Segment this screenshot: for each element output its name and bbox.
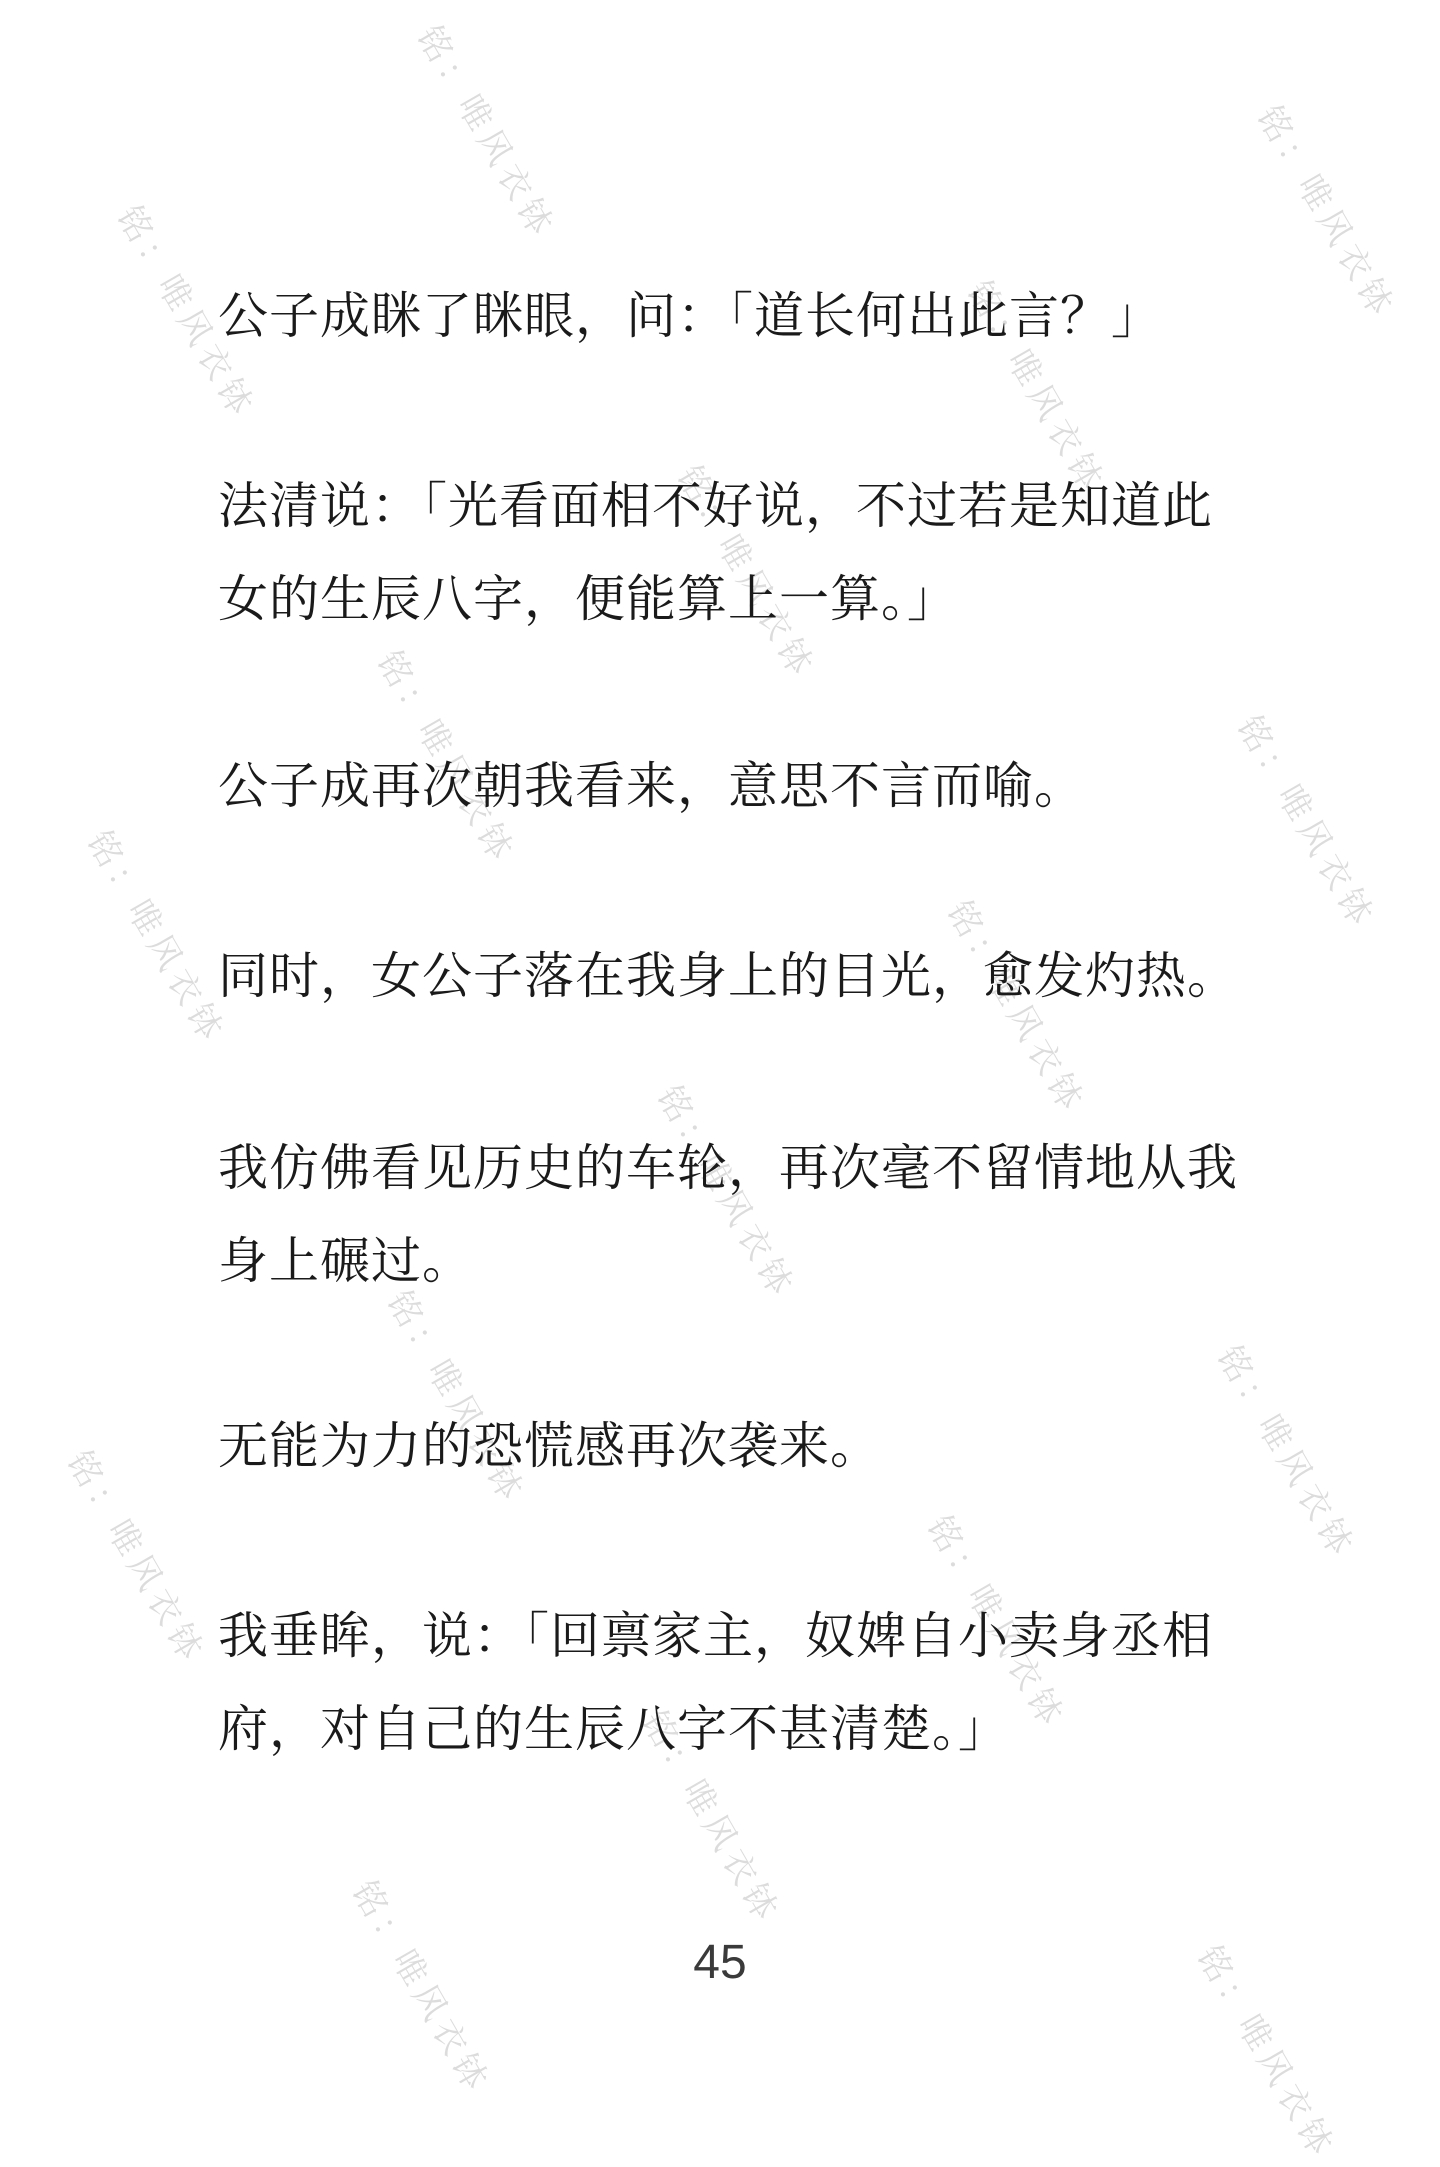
watermark: 铭：唯风衣钵	[648, 1079, 804, 1307]
watermark: 铭：唯风衣钵	[378, 1284, 534, 1512]
page-number: 45	[693, 1936, 747, 1989]
watermark: 铭：唯风衣钵	[938, 894, 1094, 1122]
paragraph-1: 公子成眯了眯眼，问：「道长何出此言？」	[218, 287, 1162, 345]
paragraph-3: 公子成再次朝我看来，意思不言而喻。	[218, 757, 1085, 815]
paragraph-2: 法清说：「光看面相不好说，不过若是知道此女的生辰八字，便能算上一算。」	[218, 477, 1213, 628]
paragraph-6: 无能为力的恐慌感再次袭来。	[218, 1417, 881, 1475]
watermark: 铭：唯风衣钵	[958, 274, 1114, 502]
paragraph-4: 同时，女公子落在我身上的目光，愈发灼热。	[218, 947, 1238, 1005]
watermark: 铭：唯风衣钵	[668, 459, 824, 687]
paragraph-5: 我仿佛看见历史的车轮，再次毫不留情地从我身上碾过。	[218, 1139, 1238, 1290]
watermark: 铭：唯风衣钵	[1188, 1939, 1344, 2167]
watermark: 铭：唯风衣钵	[368, 644, 524, 872]
watermark: 铭：唯风衣钵	[108, 199, 264, 427]
watermark: 铭：唯风衣钵	[918, 1509, 1074, 1737]
watermark: 铭：唯风衣钵	[1208, 1339, 1364, 1567]
watermark: 铭：唯风衣钵	[1228, 709, 1384, 937]
watermark: 铭：唯风衣钵	[78, 824, 234, 1052]
watermark: 铭：唯风衣钵	[1248, 99, 1404, 327]
watermark: 铭：唯风衣钵	[343, 1874, 499, 2102]
watermark: 铭：唯风衣钵	[58, 1444, 214, 1672]
watermark: 铭：唯风衣钵	[633, 1704, 789, 1932]
paragraph-7: 我垂眸，说：「回禀家主，奴婢自小卖身丞相府，对自己的生辰八字不甚清楚。」	[218, 1607, 1213, 1758]
watermark: 铭：唯风衣钵	[408, 19, 564, 247]
